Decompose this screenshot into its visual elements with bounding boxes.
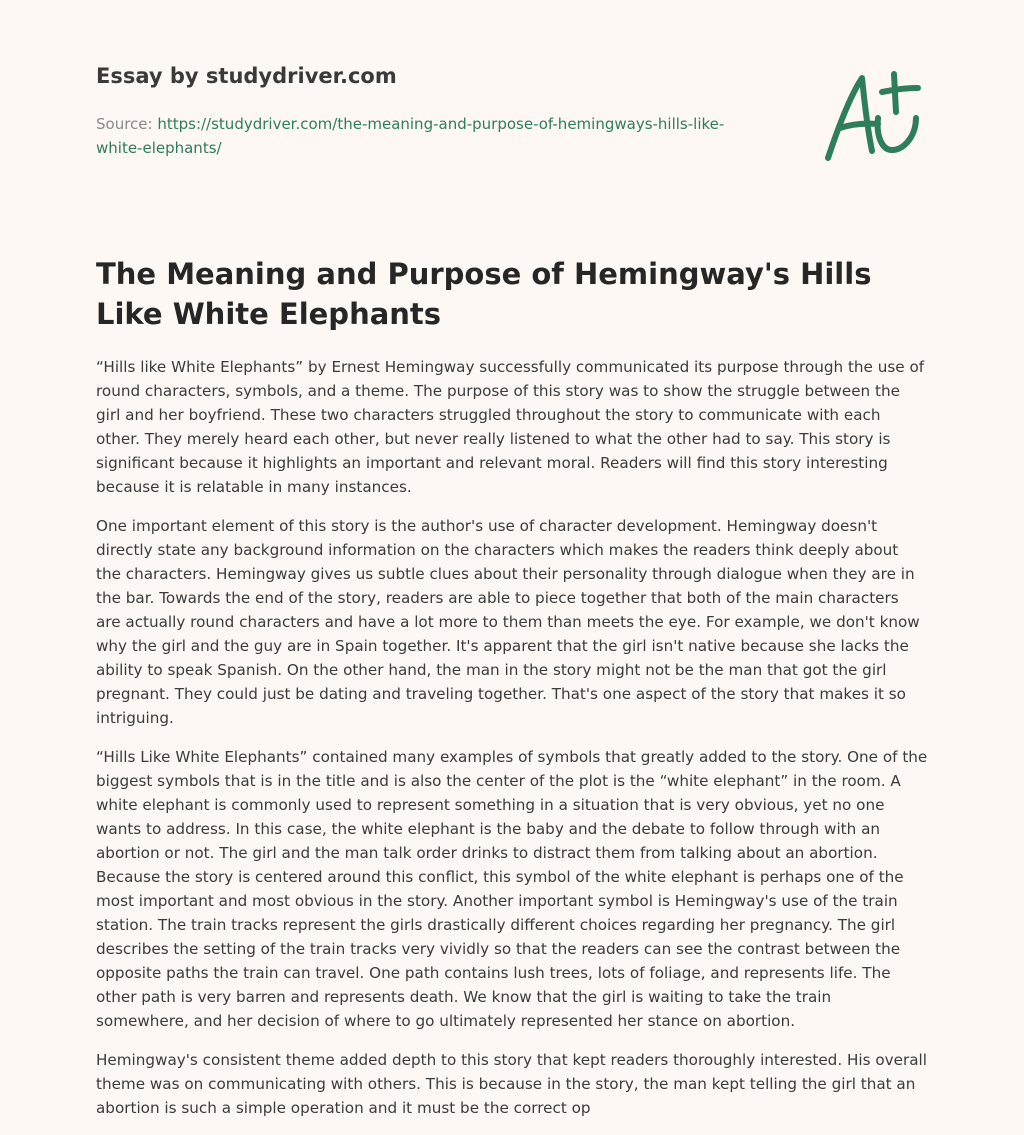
a-plus-logo-icon [820, 66, 930, 166]
essay-body [96, 355, 928, 1135]
source-link[interactable]: https://studydriver.com/the-meaning-and-purpose-of-hemingways-hills-like-white-elephants/ [96, 115, 725, 157]
essay-paragraph: “Hills Like White Elephants” contained many examples of symbols that greatly added to the story. One of the biggest symbols that is in the title and is also the center of the plot is the “white elephant” in the room. A white elephant is commonly used to represent something in a situation that is very obvious, yet no one wants to address. In this case, the white elephant is the baby and the debate to follow through with an abortion or not. The girl and the man talk order drinks to distract them from talking about an abortion. Because the story is centered around this conflict, this symbol of the white elephant is perhaps one of the most important and most obvious in the story. Another important symbol is Hemingway's use of the train station. The train tracks represent the girls drastically different choices regarding her pregnancy. The girl describes the setting of the train tracks very vividly so that the readers can see the contrast between the opposite paths the train can travel. One path contains lush trees, lots of foliage, and represents life. The other path is very barren and represents death. We know that the girl is waiting to take the train somewhere, and her decision of where to go ultimately represented her stance on abortion. [96, 748, 928, 1030]
source-line [96, 112, 736, 160]
essay-title: The Meaning and Purpose of Hemingway's Hills Like White Elephants [96, 257, 872, 331]
essay-paragraph: “Hills like White Elephants” by Ernest Hemingway successfully communicated its purpose through the use of round characters, symbols, and a theme. The purpose of this story was to show the struggle between the girl and her boyfriend. These two characters struggled throughout the story to communicate with each other. They merely heard each other, but never really listened to what the other had to say. This story is significant because it highlights an important and relevant moral. Readers will find this story interesting because it is relatable in many instances. [96, 358, 925, 496]
site-brand: Essay by studydriver.com [96, 64, 397, 88]
essay-paragraph: Hemingway's consistent theme added depth to this story that kept readers thoroughly interested. His overall theme was on communicating with others. This is because in the story, the man kept telling the girl that an abortion is such a simple operation and it must be the correct op [96, 1051, 927, 1117]
essay-paragraph: One important element of this story is the author's use of character development. Hemingway doesn't directly state any background information on the characters which makes the readers think deeply about the characters. Hemingway gives us subtle clues about their personality through dialogue when they are in the bar. Towards the end of the story, readers are able to piece together that both of the main characters are actually round characters and have a lot more to them than meets the eye. For example, we don't know why the girl and the guy are in Spain together. It's apparent that the girl isn't native because she lacks the ability to speak Spanish. On the other hand, the man in the story might not be the man that got the girl pregnant. They could just be dating and traveling together. That's one aspect of the story that makes it so intriguing. [96, 517, 920, 727]
source-label: Source: [96, 115, 158, 133]
